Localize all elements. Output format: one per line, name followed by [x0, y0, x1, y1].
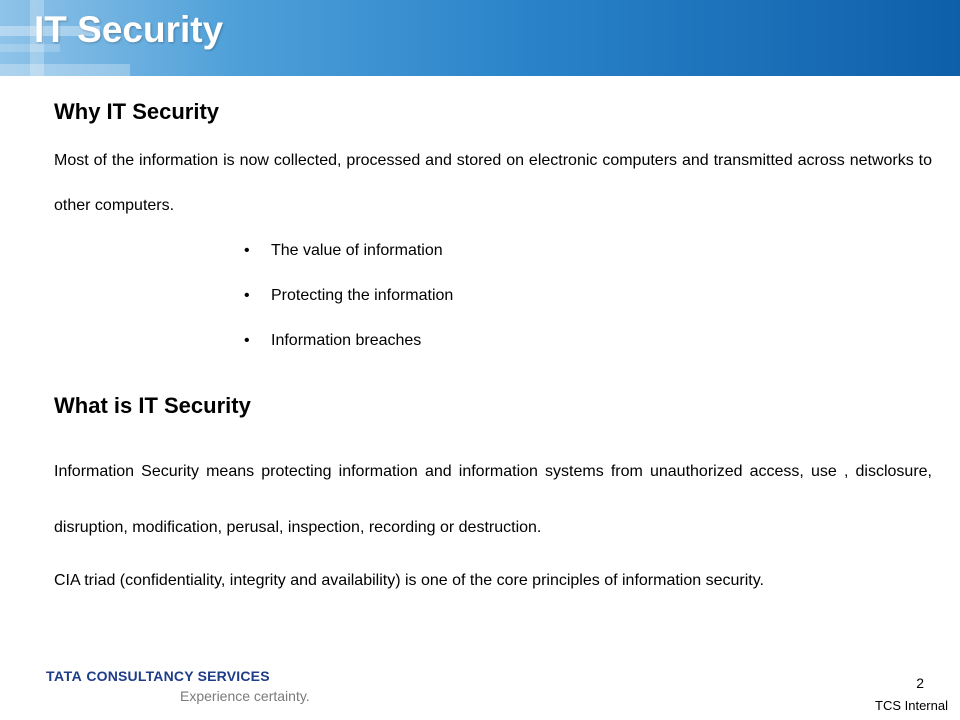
logo-tata: TATA — [46, 668, 83, 684]
bullet-text: Information breaches — [271, 332, 422, 349]
header-decoration — [0, 64, 130, 76]
section-heading-why: Why IT Security — [54, 99, 220, 124]
classification-label: TCS Internal — [875, 698, 948, 713]
bullet-item — [244, 228, 453, 273]
paragraph-why: Most of the information is now collected, processed and stored on electronic computers and transmitted across networks to other computers. — [54, 152, 932, 214]
bullet-item — [244, 318, 453, 363]
bullet-item — [244, 273, 453, 318]
bullet-marker: • — [244, 287, 250, 304]
bullet-list — [244, 228, 453, 363]
bullet-text: Protecting the information — [271, 287, 454, 304]
bullet-marker: • — [244, 332, 250, 349]
slide-header — [0, 0, 960, 76]
slide-title: IT Security — [34, 9, 224, 50]
logo-tagline: Experience certainty. — [180, 688, 310, 704]
section-heading-what: What is IT Security — [54, 393, 251, 418]
bullet-text: The value of information — [271, 242, 443, 259]
page-number: 2 — [916, 675, 924, 691]
tcs-logo — [46, 668, 310, 704]
paragraph-what-cia: CIA triad (confidentiality, integrity and availability) is one of the core principles of information security. — [54, 572, 764, 589]
logo-company-name — [46, 668, 270, 684]
paragraph-what-definition: Information Security means protecting information and information systems from unauthorized access, use , disclosure, disruption, modification, perusal, inspection, recording or destruction. — [54, 463, 932, 536]
logo-consultancy: CONSULTANCY SERVICES — [86, 668, 270, 684]
bullet-marker: • — [244, 242, 250, 259]
